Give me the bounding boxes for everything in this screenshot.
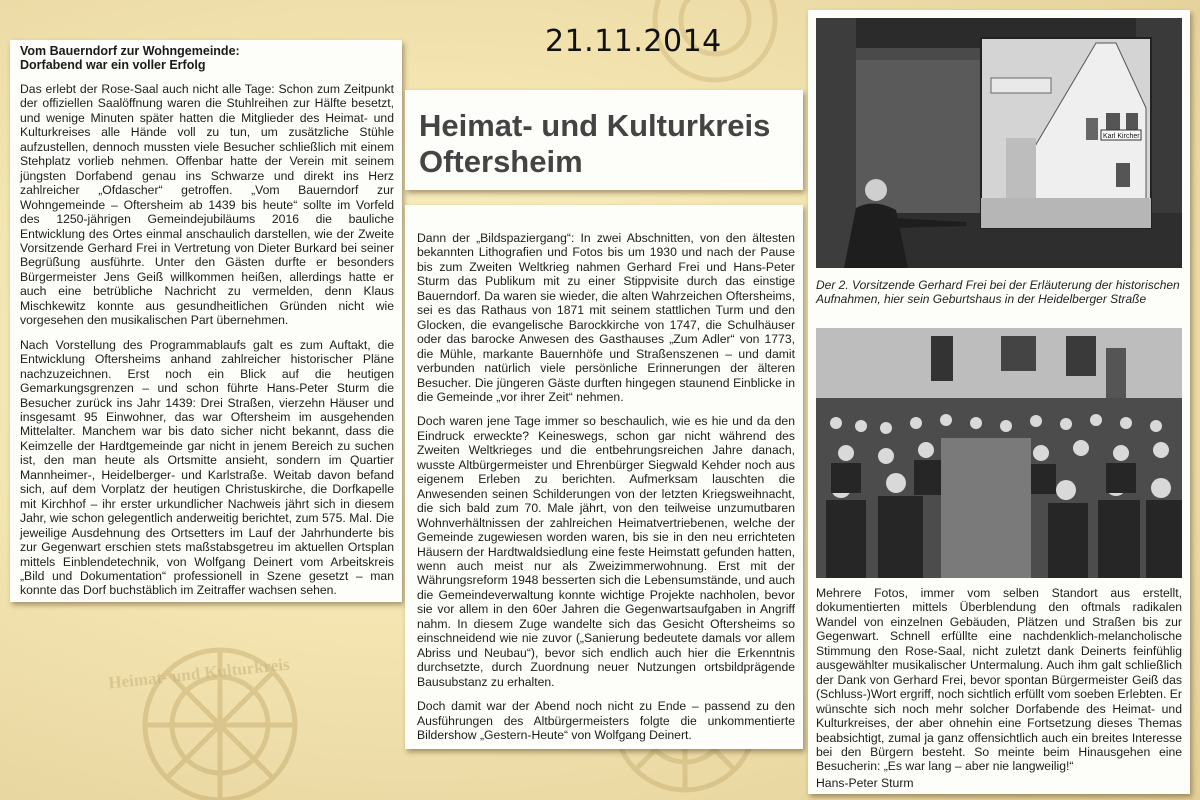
left-article-paragraph: Das erlebt der Rose-Saal auch nicht alle Tage: Schon zum Zeitpunkt der offiziellen Saalöffnung waren die Stuhlreihen zur Hälfte besetzt, und wenige Minuten später hatten die Mitglieder des Heimat- und Kulturkreises alle Hände voll zu tun, um zusätzliche Stühle aufzustellen, dennoch mussten viele Besucher schließlich mit einem Stehplatz vorlieb nehmen. Offenbar hatte der Verein mit seinem jüngsten Dorfabend genau ins Schwarze und direkt ins Herz zahlreicher „Ofdascher“ getroffen. „Vom Bauerndorf zur Wohngemeinde – Oftersheim ab 1439 bis heute“ sollte im Vorfeld des 1250-jährigen Gemeindejubiläums 2016 die bauliche Entwicklung des Ortes einmal anschaulich darstellen, wie der Zweite Vorsitzende Gerhard Frei in Vertretung von Dieter Burkard bei seiner Begrüßung ausführte. Unter den Gästen durfte er besonders Bürgermeister Jens Geiß willkommen heißen, allerdings hatte er auch eine betrübliche Nachricht zu vermelden, denn Klaus Mischkewitz konnte aus gesundheitlichen Gründen nicht wie vorgesehen den musikalischen Part übernehmen. — [20, 82, 394, 328]
photo-caption: Der 2. Vorsitzende Gerhard Frei bei der Erläuterung der historischen Aufnahmen, hier sein Geburtshaus in der Heidelberger Straße — [816, 278, 1180, 307]
page-heading: Heimat- und Kulturkreis Oftersheim — [419, 108, 771, 179]
left-article-title-line2: Dorfabend war ein voller Erfolg — [20, 58, 206, 72]
middle-article-paragraph: Doch waren jene Tage immer so beschaulich, wie es hie und da den Eindruck erweckte? Keineswegs, schon gar nicht während des Zweiten Weltkrieges und die entbehrungsreichen Jahre danach, wusste Altbürgermeister und Ehrenbürger Siegwald Kehder noch aus eigenem Erleben zu berichten. Aufmerksam lauschten die Anwesenden seinen Schilderungen von der letzten Kriegsweihnacht, die sich bald zum 70. Male jährt, von den teilweise unzumutbaren Wohnverhältnissen der zahlreichen Heimatvertriebenen, welche der Gemeinde zugewiesen worden waren, bis sie in den neu errichteten Häusern der Hardtwaldsiedlung eine feste Heimstatt gefunden hatten, wenn auch meist nur als Zweizimmerwohnung. Erst mit der Währungsreform 1948 besserten sich die Lebensumstände, und auch die Gemeindeverwaltung konnte wichtige Projekte nachholen, bevor sie vor allem in den 60er Jahren die Gegenwartsaufgaben in Angriff nahm. In diesem Zuge wandelte sich das Gesicht Oftersheims so einschneidend wie nie zuvor („Sanierung bedeutete damals vor allem Abriss und Neubau“), bevor sich endlich auch hier die Erkenntnis durchsetzte, durch Zuordnung neuer Nutzungen ortsbildprägende Bausubstanz zu erhalten. — [417, 414, 795, 689]
right-article-text — [816, 586, 1182, 790]
left-article-paragraph: Nach Vorstellung des Programmablaufs galt es zum Auftakt, die Entwicklung Oftersheims anhand zahlreicher historischer Pläne nachzuzeichnen. Erst noch ein Blick auf die heutigen Gemarkungsgrenzen – und schon führte Hans-Peter Sturm die Besucher zurück ins Jahr 1439: Drei Straßen, vierzehn Häuser und insgesamt 95 Einwohner, das war Oftersheim im ausgehenden Mittelalter. Manchem war bis dato sicher nicht bekannt, dass die Keimzelle der Hardtgemeinde gar nicht in jenem Bereich zu suchen ist, den man heute als Ortsmitte ansieht, sondern im Quartier Mannheimer-, Heidelberger- und Karlstraße. Weitab davon befand sich, auf dem Vorplatz der heutigen Christuskirche, die Dorfkapelle mit Kirchhof – ihr erster urkundlicher Nachweis jährt sich in diesem Jahr, wie schon gelegentlich anderweitig berichtet, zum 575. Mal. Die jeweilige Ausdehnung des Ortsetters im Lauf der Jahrhunderte bis zur Gegenwart erschien stets maßstabsgetreu im aktuellen Ortsplan mittels Einblendetechnik, von Wolfgang Deinert vom Arbeitskreis „Bild und Dokumentation“ professionell in Szene gesetzt – man konnte das Dorf buchstäblich im Zeitraffer wachsen sehen. — [20, 337, 394, 598]
right-article-paragraph: Mehrere Fotos, immer vom selben Standort aus erstellt, dokumentierten mittels Überblendung den oftmals radikalen Wandel von einzelnen Gebäuden, Plätzen und Straßen bis zur Gegenwart. Schnell erfüllte eine nachdenklich-melancholische Stimmung den Rose-Saal, nicht zuletzt dank Deinerts feinfühlig ausgewählter musikalischer Untermalung. Auch ihm galt schließlich der Dank von Gerhard Frei, bevor spontan Bürgermeister Geiß das (Schluss-)Wort ergriff, noch sichtlich erfüllt vom soeben Erlebten. Er wünschte sich noch mehr solcher Dorfabende des Heimat- und Kulturkreises, der aber ohnehin eine Fortsetzung dieses Themas beabsichtigt, zumal ja ganz offensichtlich auch ein breites Interesse bei den Bürgern besteht. So meinte beim Hinausgehen eine Besucherin: „Es war lang – aber nie langweilig!“ — [816, 586, 1182, 774]
audience-photo-image — [816, 328, 1182, 578]
speaker-photo-image — [816, 18, 1182, 268]
photo-sign-text: Karl Kircher — [1103, 133, 1140, 140]
audience-photo — [816, 328, 1182, 578]
watermark-logo-text: Heimat- und Kulturkreis — [107, 654, 291, 693]
watermark-logo-left — [60, 590, 380, 800]
speaker-photo — [816, 18, 1182, 268]
middle-article-clipping — [405, 205, 803, 749]
left-article-title — [20, 44, 394, 72]
heading-clipping — [405, 90, 803, 190]
left-article-clipping — [10, 40, 402, 602]
right-article-clipping — [808, 10, 1190, 794]
date-label: 21.11.2014 — [545, 24, 722, 59]
middle-article-paragraph: Dann der „Bildspaziergang“: In zwei Abschnitten, von den ältesten bekannten Lithografien und Fotos bis um 1930 und nach der Pause bis zum Zweiten Weltkrieg nahmen Gerhard Frei und Hans-Peter Sturm das Publikum mit zu einer Stippvisite durch das einstige Bauerndorf. Da waren sie wieder, die alten Wahrzeichen Oftersheims, sei es das Rathaus von 1871 mit seinem stattlichen Turm und den Glocken, die evangelische Barockkirche von 1747, die Schulhäuser oder das barocke Anwesen des Gasthauses „Zum Adler“ von 1773, die Mühle, markante Bauernhöfe und Straßenszenen – und damit verbunden natürlich viele persönliche Erinnerungen der älteren Besucher. Die jüngeren Gäste durften hingegen staunend Einblicke in die Gemeinde „vor ihrer Zeit“ nehmen. — [417, 231, 795, 404]
middle-article-paragraph: Doch damit war der Abend noch nicht zu Ende – passend zu den Ausführungen des Altbürgermeisters folgte die unkommentierte Bildershow „Gestern-Heute“ von Wolfgang Deinert. — [417, 699, 795, 742]
article-author: Hans-Peter Sturm — [816, 775, 914, 790]
left-article-title-line1: Vom Bauerndorf zur Wohngemeinde: — [20, 44, 240, 58]
